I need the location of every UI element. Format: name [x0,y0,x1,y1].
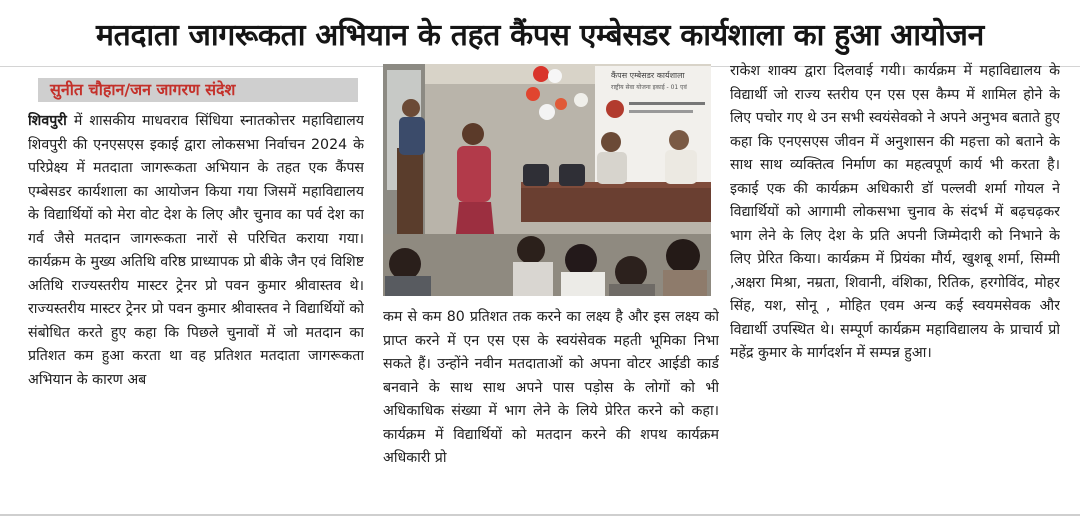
banner-title: कैंपस एम्बेसडर कार्यशाला [611,71,685,80]
article-column-2: कम से कम 80 प्रतिशत तक करने का लक्ष्य है और इस लक्ष्य को प्राप्त करने में एन एस एस के स्वयंसेवक महती भूमिका निभा सकते हैं। उन्होंने नवीन मतदाताओं को अपना वोटर आईडी कार्ड बनवाने के साथ साथ अपने पास पड़ोस के लोगों को भी अधिकाधिक संख्या में भाग लेने के लिये प्रेरित करने को कहा। कार्यक्रम में विद्यार्थियों को मतदान करने की शपथ कार्यक्रम अधिकारी प्रो [383,309,719,466]
event-photo-illustration [383,64,711,296]
bottom-divider [0,514,1080,516]
article-headline: मतदाता जागरूकता अभियान के तहत कैंपस एम्बेसडर कार्यशाला का हुआ आयोजन [96,17,984,53]
article-column-3: राकेश शाक्य द्वारा दिलवाई गयी। कार्यक्रम में महाविद्यालय के विद्यार्थी जो राज्य स्तरीय एन एस एस कैम्प में शामिल होने के लिए पचोर गए थे उन सभी स्वयंसेवको ने अपने अनुभव बताते हुए कहा कि एनएसएस जीवन में अनुशासन की महत्ता को बताने के साथ साथ व्यक्तित्व निर्माण का महत्वपूर्ण कार्य भी करता है। इकाई एक की कार्यक्रम अधिकारी डॉ पल्लवी शर्मा गोयल ने विद्यार्थियों को आगामी लोकसभा चुनाव के संदर्भ में बढ़चढ़कर भाग लेने के लिए देश के प्रति अपनी जिम्मेदारी को निभाने के लिए प्रेरित किया। कार्यक्रम में प्रियंका मौर्य, खुशबू शर्मा, सिम्मी ,अक्षरा मिश्रा, नम्रता, शिवानी, वंशिका, रितिक, हरगोविंद, मोहर सिंह, यश, सोनू , मोहित एवम अन्य कई स्वयमसेवक और विद्यार्थी उपस्थित थे। सम्पूर्ण कार्यक्रम महाविद्यालय के प्राचार्य प्रो महेंद्र कुमार के मार्गदर्शन में सम्पन्न हुआ। [730,63,1060,361]
article-byline: सुनीत चौहान/जन जागरण संदेश [38,78,358,102]
article-column-1 [28,110,364,510]
column-1-text: में शासकीय माधवराव सिंधिया स्नातकोत्तर महाविद्यालय शिवपुरी की एनएसएस इकाई द्वारा लोकसभा निर्वाचन 2024 के परिप्रेक्ष्य में मतदाता जागरूकता अभियान के तहत एक कैंपस एम्बेसडर कार्यशाला का आयोजन किया गया जिसमें महाविद्यालय के विद्यार्थियों को मेरा वोट देश के लिए और चुनाव का पर्व देश का गर्व जैसे मतदान जागरूकता नारों से परिचित कराया गया। कार्यक्रम के मुख्य अतिथि वरिष्ठ प्राध्यापक प्रो बीके जैन एवं विशिष्ट अतिथि राज्यस्तरीय मास्टर ट्रेनर प्रो पवन कुमार श्रीवास्तव थे। राज्यस्तरीय मास्टर ट्रेनर प्रो पवन कुमार श्रीवास्तव ने विद्यार्थियों को संबोधित करते हुए कहा कि पिछले चुनावों में जो मतदान का प्रतिशत कम हुआ करता था वह प्रतिशत मतदाता जागरूकता अभियान के कारण अब [28,113,364,388]
event-photo [383,64,711,296]
dateline: शिवपुरी [28,113,67,129]
banner-subtitle: राष्ट्रीय सेवा योजना इकाई - 01 एवं [611,84,687,91]
